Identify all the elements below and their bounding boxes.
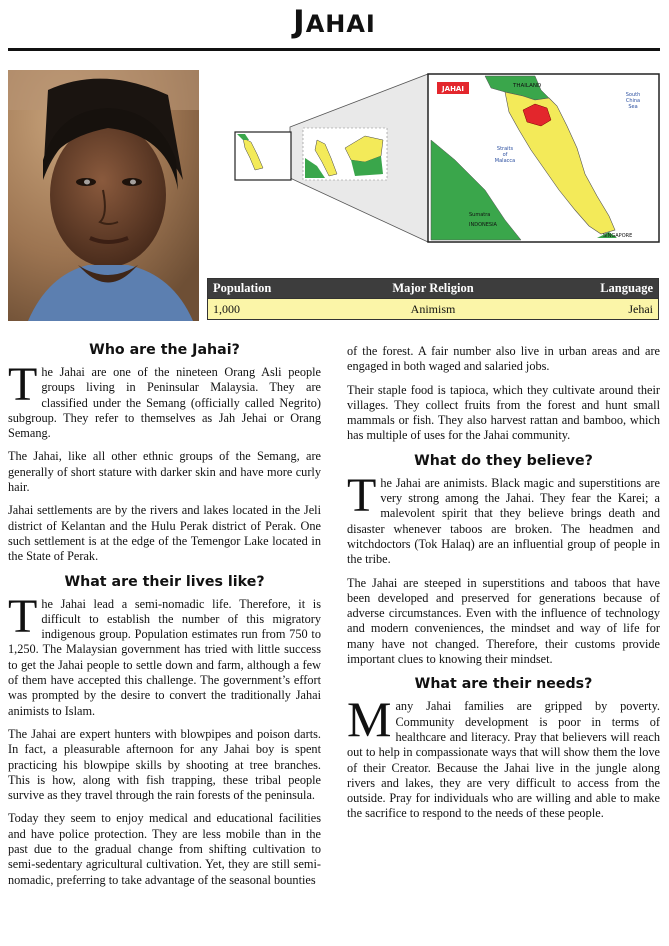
heading-believe: What do they believe? bbox=[414, 452, 593, 469]
needs-paragraph-1 bbox=[347, 691, 660, 821]
title-rule bbox=[8, 48, 660, 51]
value-religion: Animism bbox=[410, 302, 456, 316]
value-population: 1,000 bbox=[213, 302, 240, 316]
value-language: Jehai bbox=[628, 302, 653, 316]
dropcap: T bbox=[347, 468, 377, 522]
info-table-values bbox=[208, 298, 658, 319]
map-label-straits: Straits of Malacca bbox=[494, 146, 516, 164]
map-label-sumatra: Sumatra bbox=[469, 212, 491, 218]
lives-paragraph-2: The Jahai are expert hunters with blowpipes and poison darts. In fact, a pleasurable afternoon for any Jahai boy is spent practicing his blowpipe skills by shooting at tree branches. This is how, along with fish trapping, these tribal people survive as they travel through the rain forests of the peninsula. bbox=[8, 726, 321, 803]
who-paragraph-2: The Jahai, like all other ethnic groups of the Semang, are generally of short stature with darker skin and have more curly hair. bbox=[8, 449, 321, 495]
map-label-indonesia: INDONESIA bbox=[469, 222, 497, 228]
heading-needs: What are their needs? bbox=[414, 676, 593, 693]
lives-paragraph-4: Their staple food is tapioca, which they cultivate around their villages. They collect fruits from the forest and hunt small mammals or fish. They also harvest rattan and bamboo, which has multiple of uses for the Jahai community. bbox=[347, 382, 660, 443]
lives-paragraph-3-continued: of the forest. A fair number also live in urban areas and are engaged in both waged and salaried jobs. bbox=[347, 344, 660, 374]
believe-p1-text: he Jahai are animists. Black magic and superstitions are very strong among the Jahai. They fear the Karei; a malevolent spirit that they believe brings death and disaster whenever taboos are broken. The headmen and witchdoctors (Tok Halaq) are an influential group of people in the tribe. bbox=[347, 475, 660, 567]
location-map bbox=[205, 70, 661, 278]
header-population: Population bbox=[213, 281, 272, 295]
info-table bbox=[207, 278, 659, 320]
believe-paragraph-2: The Jahai are steeped in superstitions and taboos that have been developed and preserved for generations because of adverse circumstances. Even with the influence of technology and modern conveniences, the mindset and way of life for many have not changed. Therefore, their customs provide important clues to knowing their mindset. bbox=[347, 575, 660, 667]
map-label-sea: South China Sea bbox=[625, 92, 641, 110]
dropcap: M bbox=[347, 691, 392, 748]
title-initial: J bbox=[293, 4, 306, 40]
heading-who: Who are the Jahai? bbox=[89, 342, 240, 358]
map-label-singapore: SINGAPORE bbox=[603, 233, 633, 239]
lives-p1-text: he Jahai lead a semi-nomadic life. Therefore, it is difficult to establish the number of this migratory indigenous group. Population estimates run from 750 to 1,250. The Malaysian government has tried with little success to get the Jahai people to settle down and farm, although a few of them have accepted this challenge. The government’s effort was prompted by the desire to convert the traditionally Jahai animists to Islam. bbox=[8, 596, 321, 718]
title-rest: AHAI bbox=[305, 10, 376, 38]
dropcap: T bbox=[8, 589, 38, 643]
lives-paragraph-1 bbox=[8, 589, 321, 719]
header-language: Language bbox=[600, 281, 653, 295]
who-paragraph-1 bbox=[8, 358, 321, 441]
header-religion: Major Religion bbox=[392, 281, 474, 295]
needs-p1-text: any Jahai families are gripped by poverty. Community development is poor in terms of healthcare and literacy. Pray that believers will reach out to help in compassionate ways that will show them the love of their Creator. Because the Jahai live in the jungle along rivers and lakes, they are very difficult to access from the outside. Pray for individuals who are willing and able to make the sacrifice to respond to the needs of these people. bbox=[347, 699, 660, 821]
who-paragraph-3: Jahai settlements are by the rivers and lakes located in the Jeli district of Kelantan and the Hulu Perak district of Perak. One such settlement is at the edge of the Temengor Lake located in the State of Perak. bbox=[8, 503, 321, 564]
who-p1-text: he Jahai are one of the nineteen Orang Asli people groups living in Peninsular Malaysia. They are classified under the Semang (officially called Negrito) subgroup. They refer to themselves as Jah Jehai or Orang Semang. bbox=[8, 365, 321, 441]
left-column bbox=[8, 341, 321, 896]
lives-paragraph-3: Today they seem to enjoy medical and educational facilities and have police protection. They are less mobile than in the past due to the gradual change from shifting cultivation to semi-sedentary agricultural cultivation. Yet, they are still semi-nomadic, preferring to take advantage of the seasonal bounties bbox=[8, 811, 321, 887]
right-column bbox=[347, 344, 660, 830]
dropcap: T bbox=[8, 358, 38, 411]
map-label-thailand: THAILAND bbox=[513, 83, 542, 89]
info-table-header bbox=[208, 279, 658, 298]
heading-lives: What are their lives like? bbox=[64, 573, 265, 590]
portrait-photo bbox=[8, 70, 199, 321]
map-tag-jahai: JAHAI bbox=[442, 85, 464, 93]
believe-paragraph-1 bbox=[347, 468, 660, 568]
page-title bbox=[0, 4, 669, 40]
